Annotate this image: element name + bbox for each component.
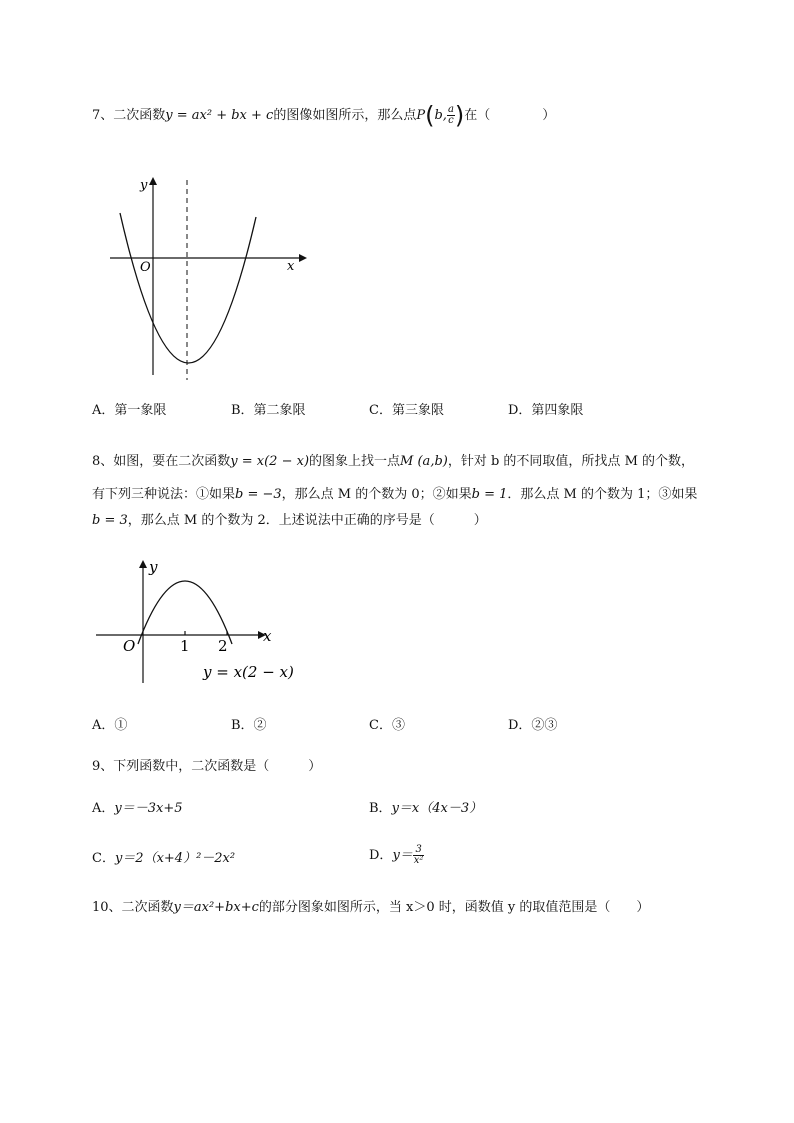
q9-option-d[interactable]: D．y＝ $\frac{3}{\text{x²}}$ [369,844,424,866]
q7-text-b: 的图像如图所示，那么点 [273,108,417,123]
q8-stem-line1: 8、如图，要在二次函数y = x(2 − x)的图象上找一点M (a,b)，针对 b 的不同取值，所找点 M 的个数， [92,454,695,469]
q7-formula: y = ax² + bx + c [165,108,274,123]
q7-text-c: 在（ ） [464,108,556,123]
q10-stem: 10、二次函数y＝ax²+bx+c的部分图象如图所示，当 x＞0 时，函数值 y 的取值范围是（ ） [92,900,650,915]
q8-stem-line2: 有下列三种说法：①如果b = −3，那么点 M 的个数为 0；②如果b = 1．那么点 M 的个数为 1；③如果 [92,487,698,502]
q7-x-label: x [287,259,295,274]
q8-option-b[interactable]: B．② [231,718,267,733]
q8-stem-line3: b = 3，那么点 M 的个数为 2．上述说法中正确的序号是（ ） [92,513,487,528]
q8-x-label: x [263,627,272,645]
q8-option-d[interactable]: D．②③ [508,718,558,733]
q8-graph [90,555,310,690]
q9-option-c[interactable]: C．y＝2（x+4）²－2x² [92,851,236,866]
q7-fraction: $\frac{a}{c}$ [447,104,454,126]
q8-tick-2-label: 2 [218,637,228,655]
q7-point-b: b, [434,108,447,123]
q8-option-a[interactable]: A．① [92,718,128,733]
q7-stem: 7、二次函数y = ax² + bx + c的图像如图所示，那么点P(b, $\frac{a}{c}$ )在（ ） [92,101,556,130]
q7-graph [100,165,320,385]
q9-stem: 9、下列函数中，二次函数是（ ） [92,759,322,774]
q7-option-a[interactable]: A．第一象限 [92,403,167,418]
q8-origin-label: O [123,637,136,655]
q7-text-a: 7、二次函数 [92,108,166,123]
q8-option-c[interactable]: C．③ [369,718,405,733]
q7-option-c[interactable]: C．第三象限 [369,403,444,418]
q8-curve-label: y = x(2 − x) [203,663,294,681]
q7-point-prefix: P [416,108,426,123]
q7-option-d[interactable]: D．第四象限 [508,403,584,418]
q8-tick-1-label: 1 [180,637,190,655]
q9-option-a[interactable]: A．y＝－3x+5 [92,801,183,816]
q7-origin-label: O [140,260,151,275]
q9-option-b[interactable]: B．y＝x（4x－3） [369,801,483,816]
q8-y-label: y [149,558,158,576]
q9-d-fraction: $\frac{3}{\text{x²}}$ [413,844,424,866]
q7-y-label: y [140,178,148,193]
q7-option-b[interactable]: B．第二象限 [231,403,306,418]
